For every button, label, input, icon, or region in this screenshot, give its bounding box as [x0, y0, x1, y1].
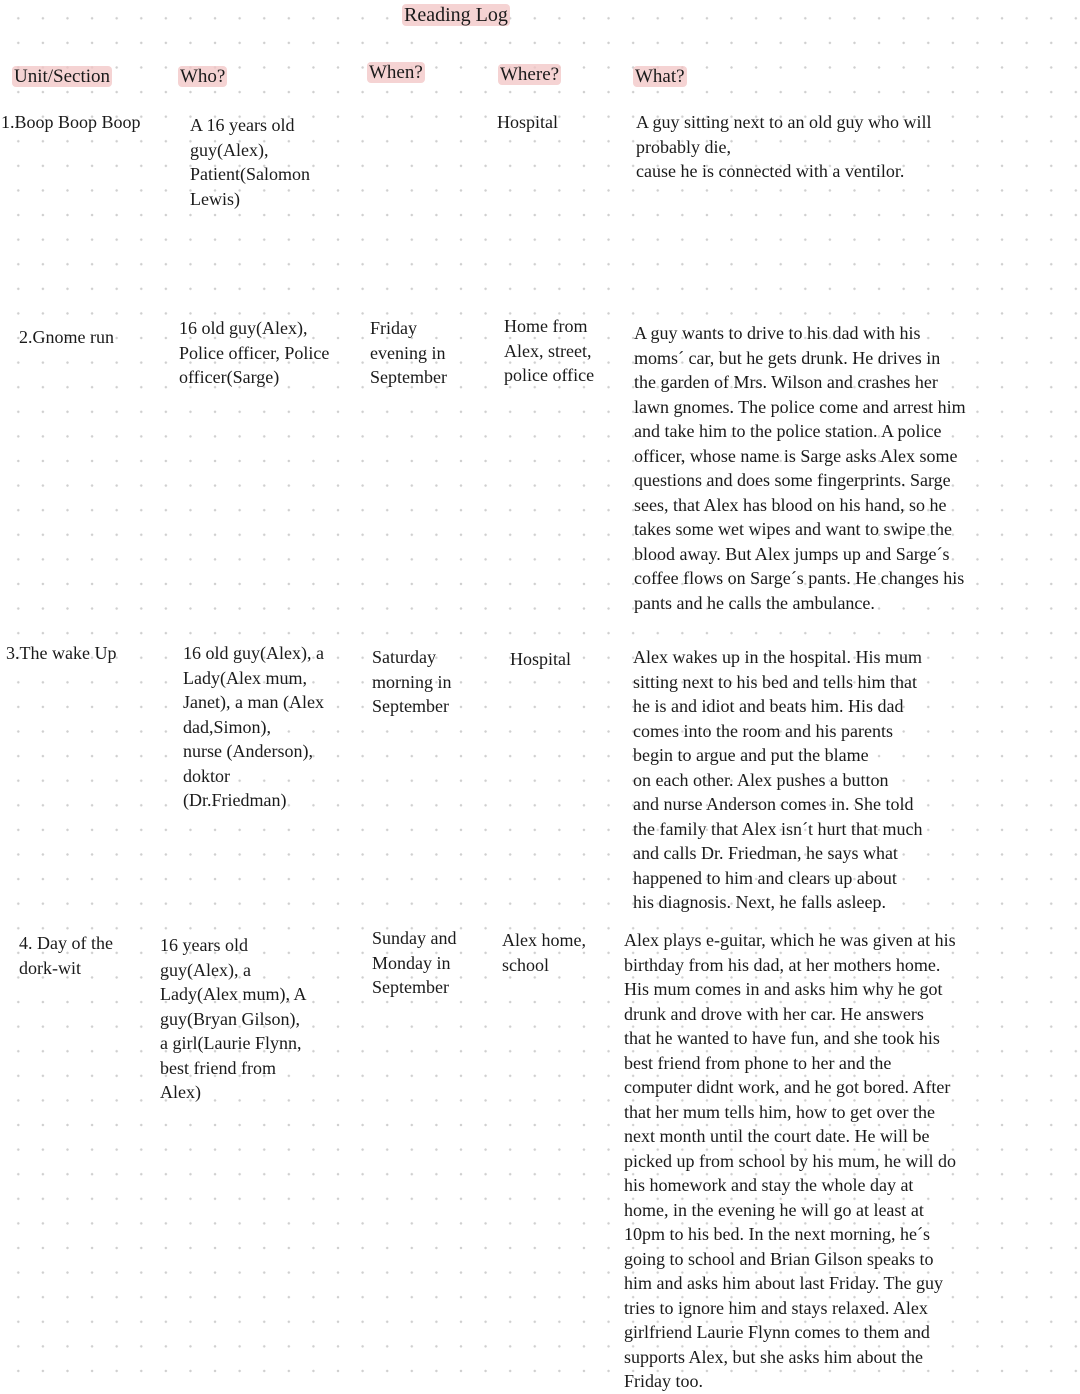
row-2-unit: 2.Gnome run: [19, 327, 114, 347]
header-unit: Unit/Section: [14, 66, 111, 87]
row-1-what: A guy sitting next to an old guy who will probably die, cause he is connected with a ventilor.: [636, 112, 932, 181]
row-2-who: 16 old guy(Alex), Police officer, Police officer(Sarge): [179, 318, 330, 387]
row-3-where: Hospital: [510, 649, 571, 669]
row-1-unit: 1.Boop Boop Boop: [1, 112, 141, 132]
row-3-what: Alex wakes up in the hospital. His mum sitting next to his bed and tells him that he is and idiot and beats him. His dad comes into the room and his parents begin to argue and put the blame on each other. Alex pushes a button and nurse Anderson comes in. She told the family that Alex isn´t hurt that much and calls Dr. Friedman, he says what happened to him and clears up about his diagnosis. Next, he falls asleep.: [633, 647, 923, 912]
header-what: What?: [635, 66, 685, 87]
row-1-who: A 16 years old guy(Alex), Patient(Salomon Lewis): [190, 115, 310, 209]
header-who: Who?: [180, 66, 226, 87]
row-3-who: 16 old guy(Alex), a Lady(Alex mum, Janet), a man (Alex dad,Simon), nurse (Anderson), doktor (Dr.Friedman): [183, 643, 324, 810]
row-1-where: Hospital: [497, 112, 558, 132]
row-4-what: Alex plays e-guitar, which he was given at his birthday from his dad, at her mothers home. His mum comes in and asks him why he got drunk and drove with her car. He answers that he wanted to have fun, and she took his best friend from phone to her and the computer didnt work, and he got bored. After that her mum tells him, how to get over the next month until the court date. He will be picked up from school by his mum, he will do his homework and stay the whole day at home, in the evening he will go at least at 10pm to his bed. In the next morning, he´s going to school and Brian Gilson speaks to him and asks him about last Friday. The guy tries to ignore him and stays relaxed. Alex girlfriend Laurie Flynn comes to them and supports Alex, but she asks him about the Friday too.: [624, 930, 956, 1391]
row-2-where: Home from Alex, street, police office: [504, 316, 595, 385]
header-where: Where?: [500, 64, 560, 85]
page-title: [402, 2, 510, 28]
row-4-who: 16 years old guy(Alex), a Lady(Alex mum), A guy(Bryan Gilson), a girl(Laurie Flynn, best friend from Alex): [160, 935, 307, 1102]
row-2-when: Friday evening in September: [370, 318, 447, 387]
row-4-where: Alex home, school: [502, 930, 586, 975]
row-3-unit: 3.The wake Up: [6, 643, 117, 663]
header-when: When?: [369, 62, 423, 83]
row-4-unit: 4. Day of the dork-wit: [19, 933, 113, 978]
row-3-when: Saturday morning in September: [372, 647, 452, 716]
row-4-when: Sunday and Monday in September: [372, 928, 457, 997]
row-2-what: A guy wants to drive to his dad with his moms´ car, but he gets drunk. He drives in the garden of Mrs. Wilson and crashes her lawn gnomes. The police come and arrest him and take him to the police station. A police officer, whose name is Sarge asks Alex some questions and does some fingerprints. Sarge sees, that Alex has blood on his hand, so he takes some wet wipes and want to swipe the blood away. But Alex jumps up and Sarge´s coffee flows on Sarge´s pants. He changes his pants and he calls the ambulance.: [634, 323, 966, 613]
title-text: Reading Log: [404, 4, 508, 26]
